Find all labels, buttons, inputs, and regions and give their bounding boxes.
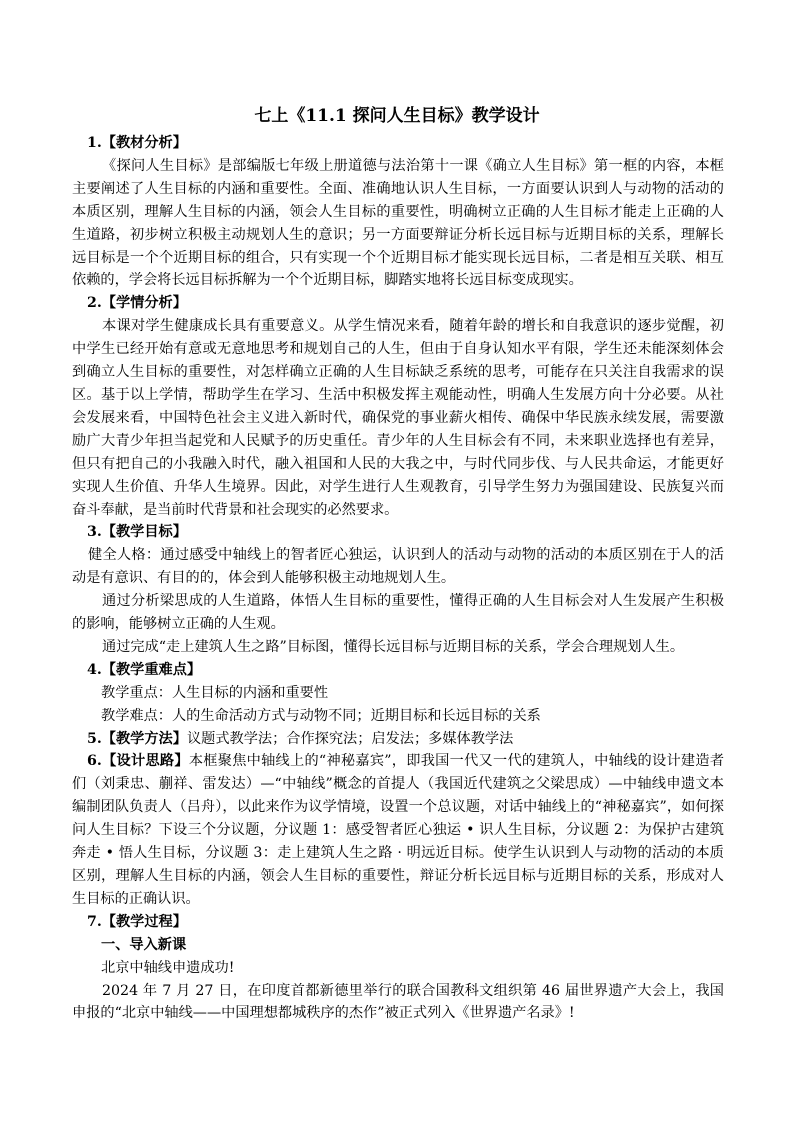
- section-teaching-methods: [72, 728, 724, 751]
- section-heading-key-difficult-points: 4.【教学重难点】: [87, 661, 202, 678]
- section-heading-textbook-analysis: 1.【教材分析】: [87, 135, 187, 151]
- document-body: [72, 132, 724, 1025]
- introduction-line-world-heritage: 2024 年 7 月 27 日，在印度首都新德里举行的联合国教科文组织第 46 届世界遗产大会上，我国申报的“北京中轴线——中国理想都城秩序的杰作”被正式列入《世界遗产名录》!: [72, 982, 724, 1022]
- section-heading-design-idea: 6.【设计思路】: [87, 753, 189, 770]
- paragraph-textbook-analysis: 《探问人生目标》是部编版七年级上册道德与法治第十一课《确立人生目标》第一框的内容，本框主要阐述了人生目标的内涵和重要性。全面、准确地认识人生目标，一方面要认识到人与动物的活动的本质区别，理解人生目标的内涵，领会人生目标的重要性，明确树立正确的人生目标才能走上正确的人生道路，初步树立积极主动规划人生的意识；另一方面要辩证分析长远目标与近期目标的关系，理解长远目标是一个个近期目标的组合，只有实现一个个近期目标才能实现长远目标，二者是相互关联、相互依赖的，学会将长远目标拆解为一个个近期目标，脚踏实地将长远目标变成现实。: [72, 157, 724, 289]
- page-title: 七上《11.1 探问人生目标》教学设计: [254, 106, 540, 126]
- section-heading-teaching-process: 7.【教学过程】: [87, 913, 187, 930]
- teaching-methods-text: 议题式教学法；合作探究法；启发法；多媒体教学法: [186, 730, 514, 747]
- section-heading-student-analysis: 2.【学情分析】: [87, 295, 187, 312]
- paragraph-student-analysis: 本课对学生健康成长具有重要意义。从学生情况来看，随着年龄的增长和自我意识的逐步觉醒，初中学生已经开始有意或无意地思考和规划自己的人生，但由于自身认知水平有限，学生还未能深刻体会到确立人生目标的重要性，对怎样确立正确的人生目标缺乏系统的思考，可能存在只关注自我需求的误区。基于以上学情，帮助学生在学习、生活中积极发挥主观能动性，明确人生发展方向十分必要。从社会发展来看，中国特色社会主义进入新时代，确保党的事业薪火相传、确保中华民族永续发展，需要激励广大青少年担当起党和人民赋予的历史重任。青少年的人生目标会有不同，未来职业选择也有差异，但只有把自己的小我融入时代，融入祖国和人民的大我之中，与时代同步伐、与人民共命运，才能更好实现人生价值、升华人生境界。因此，对学生进行人生观教育，引导学生努力为强国建设、民族复兴而奋斗奉献，是当前时代背景和社会现实的必然要求。: [72, 318, 724, 518]
- section-design-idea: [72, 750, 724, 910]
- section-heading-teaching-goals: 3.【教学目标】: [87, 524, 187, 541]
- key-point-line: 教学重点：人生目标的内涵和重要性: [101, 684, 329, 701]
- subsection-heading-introduction: 一、导入新课: [101, 936, 187, 953]
- difficult-point-line: 教学难点：人的生命活动方式与动物不同；近期目标和长远目标的关系: [101, 707, 541, 724]
- introduction-line-success: 北京中轴线申遗成功!: [101, 959, 235, 976]
- paragraph-goal-liang-sicheng: 通过分析梁思成的人生道路，体悟人生目标的重要性，懂得正确的人生目标会对人生发展产生积极的影响，能够树立正确的人生观。: [72, 593, 724, 633]
- paragraph-goal-target-map: 通过完成“走上建筑人生之路”目标图，懂得长远目标与近期目标的关系，学会合理规划人生。: [102, 638, 685, 655]
- design-idea-text: 本框聚焦中轴线上的“神秘嘉宾”，即我国一代又一代的建筑人，中轴线的设计建造者们（刘秉忠、蒯祥、雷发达）—“中轴线”概念的首提人（我国近代建筑之父梁思成）—中轴线申遗文本编制团队负责人（吕舟），以此来作为议学情境，设置一个总议题，对话中轴线上的“神秘嘉宾”，如何探问人生目标？下设三个分议题，分议题 1：感受智者匠心独运 • 识人生目标，分议题 2：为保护古建筑奔走 • 悟人生目标，分议题 3：走上建筑人生之路 · 明远近目标。使学生认识到人与动物的活动的本质区别，理解人生目标的内涵，领会人生目标的重要性，辩证分析长远目标与近期目标的关系，形成对人生目标的正确认识。: [72, 753, 725, 907]
- paragraph-goal-personality: 健全人格：通过感受中轴线上的智者匠心独运，认识到人的活动与动物的活动的本质区别在于人的活动是有意识、有目的的，体会到人能够积极主动地规划人生。: [72, 547, 724, 587]
- section-heading-teaching-methods: 5.【教学方法】: [87, 730, 187, 747]
